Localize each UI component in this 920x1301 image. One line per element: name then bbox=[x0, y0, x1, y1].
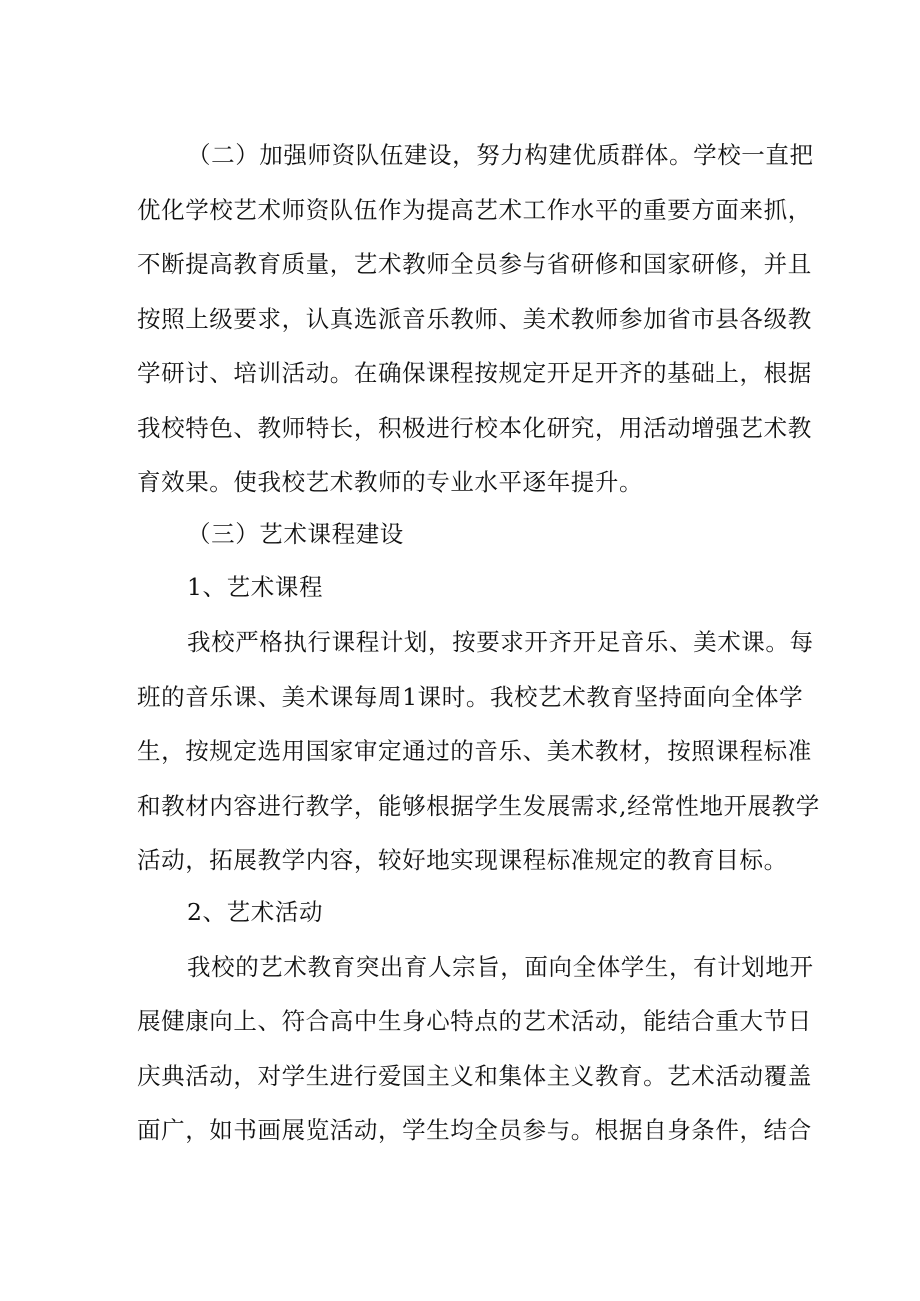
section-heading-3: （三）艺术课程建设 bbox=[187, 520, 404, 548]
paragraph-3-line-2: 展健康向上、符合高中生身心特点的艺术活动，能结合重大节日 bbox=[137, 1007, 812, 1035]
paragraph-2-line-1: 我校严格执行课程计划，按要求开齐开足音乐、美术课。每 bbox=[187, 628, 814, 656]
subsection-heading-art-courses: 1、艺术课程 bbox=[187, 573, 324, 601]
paragraph-2-line-3: 生，按规定选用国家审定通过的音乐、美术教材，按照课程标准 bbox=[137, 737, 812, 765]
paragraph-1-line-7: 育效果。使我校艺术教师的专业水平逐年提升。 bbox=[137, 468, 644, 496]
paragraph-2-line-2: 班的音乐课、美术课每周1课时。我校艺术教育坚持面向全体学 bbox=[137, 683, 804, 711]
paragraph-1-line-2: 优化学校艺术师资队伍作为提高艺术工作水平的重要方面来抓， bbox=[137, 196, 812, 224]
subsection-heading-art-activities: 2、艺术活动 bbox=[187, 898, 324, 926]
paragraph-1-line-4: 按照上级要求，认真选派音乐教师、美术教师参加省市县各级教 bbox=[137, 305, 812, 333]
paragraph-1-line-6: 我校特色、教师特长，积极进行校本化研究，用活动增强艺术教 bbox=[137, 414, 812, 442]
paragraph-3-line-4: 面广，如书画展览活动，学生均全员参与。根据自身条件，结合 bbox=[137, 1116, 812, 1144]
paragraph-3-line-1: 我校的艺术教育突出育人宗旨，面向全体学生，有计划地开 bbox=[187, 953, 814, 981]
paragraph-1-line-5: 学研讨、培训活动。在确保课程按规定开足开齐的基础上，根据 bbox=[137, 359, 812, 387]
paragraph-3-line-3: 庆典活动，对学生进行爱国主义和集体主义教育。艺术活动覆盖 bbox=[137, 1062, 812, 1090]
paragraph-2-line-5: 活动，拓展教学内容，较好地实现课程标准规定的教育目标。 bbox=[137, 846, 788, 874]
paragraph-1-line-1: （二）加强师资队伍建设，努力构建优质群体。学校一直把 bbox=[187, 141, 814, 169]
paragraph-1-line-3: 不断提高教育质量，艺术教师全员参与省研修和国家研修，并且 bbox=[137, 250, 812, 278]
paragraph-2-line-4: 和教材内容进行教学，能够根据学生发展需求,经常性地开展教学 bbox=[137, 792, 820, 820]
